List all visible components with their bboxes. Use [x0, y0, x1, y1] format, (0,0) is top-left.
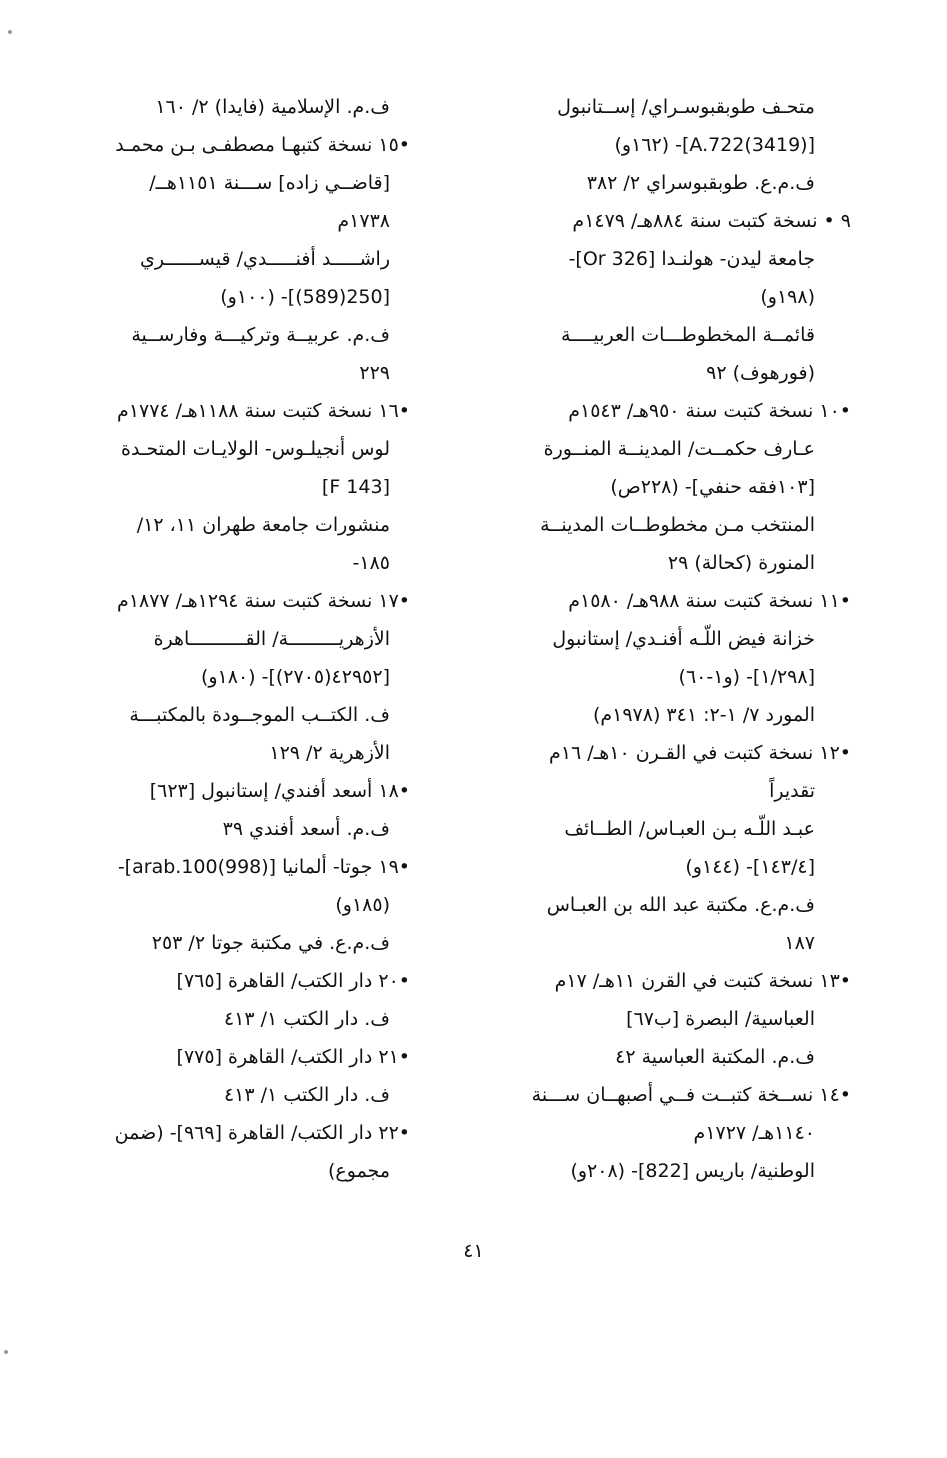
text-line: ف.م. الإسلامية (فايدا) ٢/ ١٦٠	[155, 96, 390, 118]
text-line: [(3419)A.722]- (١٦٢و)	[614, 134, 815, 156]
entry-heading: •١٧ نسخة كتبت سنة ١٢٩٤هـ/ ١٨٧٧م	[117, 590, 410, 612]
entry-heading: •١٦ نسخة كتبت سنة ١١٨٨هـ/ ١٧٧٤م	[117, 400, 410, 422]
text-line: (١٩٨و)	[760, 286, 815, 308]
text-line: ف.م.ع. في مكتبة جوتا ٢/ ٢٥٣	[151, 932, 390, 954]
text-line: مجموع)	[328, 1160, 390, 1182]
entry-heading: •١٥ نسخة كتبهـا مصطفـى بـن محمـد	[115, 134, 410, 156]
text-line: تقديراً	[769, 780, 815, 802]
entry-heading: •١٢ نسخة كتبت في القـرن ١٠هـ/ ١٦م	[549, 742, 851, 764]
text-line: متحـف طوبقبوسـراي/ إســتانبول	[557, 96, 815, 118]
text-line: منشورات جامعة طهران ١١، ١٢/	[136, 514, 390, 536]
text-line: المنورة (كحالة) ٢٩	[667, 552, 815, 574]
text-line: عبـد اللّـه بـن العبـاس/ الطــائف	[564, 818, 815, 840]
text-line: عـارف حكمــت/ المدينــة المنــورة	[543, 438, 815, 460]
text-line: ١٨٧	[784, 932, 815, 954]
text-line: ف.م.ع. طوبقبوسراي ٢/ ٣٨٢	[586, 172, 815, 194]
text-line: (١٨٥و)	[335, 894, 390, 916]
entry-heading: •١٩ جوتا- ألمانيا [arab.100(998)]-	[117, 856, 410, 878]
text-line: الوطنية/ باريس [822]- (٢٠٨و)	[570, 1160, 815, 1182]
entry-heading: •٢٠ دار الكتب/ القاهرة [٧٦٥]	[176, 970, 410, 992]
text-line: [١٤٣/٤]- (١٤٤و)	[685, 856, 815, 878]
text-line: لوس أنجيلـوس- الولايـات المتحـدة	[121, 438, 390, 460]
entry-heading: •١١ نسخة كتبت سنة ٩٨٨هـ/ ١٥٨٠م	[568, 590, 851, 612]
entry-heading: •١٣ نسخة كتبت في القرن ١١هـ/ ١٧م	[554, 970, 851, 992]
page-number: ٤١	[463, 1240, 484, 1262]
text-line: خزانة فيض اللّـه أفنـدي/ إستانبول	[552, 628, 815, 650]
text-line: راشـــــد أفنـــــدي/ قيســــــري	[140, 248, 390, 270]
text-line: ف. الكتــب الموجــودة بالمكتبـــة	[129, 704, 390, 726]
text-line: [١٠٣فقه حنفي]- (٢٢٨ص)	[610, 476, 815, 498]
entry-heading: •٢٢ دار الكتب/ القاهرة [٩٦٩]- (ضمن	[114, 1122, 410, 1144]
right-column	[475, 88, 851, 1190]
text-line: الأزهرية ٢/ ١٢٩	[269, 742, 390, 764]
text-line: [١/٢٩٨]- (و١-٦٠)	[678, 666, 815, 688]
entry-heading: •١٠ نسخة كتبت سنة ٩٥٠هـ/ ١٥٤٣م	[568, 400, 851, 422]
entry-heading: •١٨ أسعد أفندي/ إستانبول [٦٢٣]	[149, 780, 410, 802]
text-line: [250(589)]- (١٠٠و)	[220, 286, 390, 308]
text-line: ف.م. عربيــة وتركيـــة وفارســية	[131, 324, 390, 346]
left-column	[90, 88, 410, 1190]
text-line: ١٧٣٨م	[337, 210, 390, 232]
text-line: ف. دار الكتب ١/ ٤١٣	[223, 1008, 390, 1030]
entry-heading: ٩ • نسخة كتبت سنة ٨٨٤هـ/ ١٤٧٩م	[572, 210, 851, 232]
text-line: (فورهوف) ٩٢	[706, 362, 815, 384]
text-line: [٤٢٩٥٢(٢٧٠٥)]- (١٨٠و)	[200, 666, 390, 688]
text-line: ف.م. أسعد أفندي ٣٩	[222, 818, 390, 840]
text-line: المورد ٧/ ١-٢: ٣٤١ (١٩٧٨م)	[592, 704, 815, 726]
scan-speck	[4, 1350, 8, 1354]
text-line: الأزهريـــــــــة/ القــــــــــاهرة	[153, 628, 390, 650]
entry-heading: •٢١ دار الكتب/ القاهرة [٧٧٥]	[176, 1046, 410, 1068]
text-line: [F 143]	[321, 476, 390, 498]
text-line: ف.م.ع. مكتبة عبد الله بن العبـاس	[546, 894, 815, 916]
text-line: قائمــة المخطوطـــات العربيــــة	[561, 324, 815, 346]
text-line: جامعة ليدن- هولنـدا [Or 326]-	[568, 248, 815, 270]
text-line: العباسية/ البصرة [ب٦٧]	[626, 1008, 815, 1030]
scan-speck	[8, 30, 12, 34]
text-line: ١١٤٠هـ/ ١٧٢٧م	[693, 1122, 815, 1144]
text-line: ١٨٥-	[352, 552, 390, 574]
text-line: [قاضــي زاده] ســـنة ١١٥١هــ/	[149, 172, 390, 194]
text-line: المنتخب مـن مخطوطــات المدينــة	[540, 514, 815, 536]
text-line: ٢٢٩	[359, 362, 390, 384]
entry-heading: •١٤ نســخة كتبــت فــي أصبهــان ســـنة	[531, 1084, 851, 1106]
text-line: ف.م. المكتبة العباسية ٤٢	[615, 1046, 815, 1068]
text-line: ف. دار الكتب ١/ ٤١٣	[223, 1084, 390, 1106]
